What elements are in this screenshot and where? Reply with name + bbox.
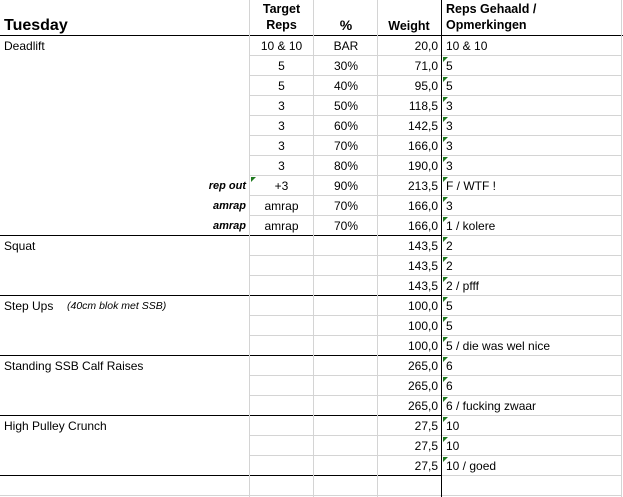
weight-cell[interactable]: 143,5 — [407, 279, 438, 293]
target-reps-cell[interactable] — [250, 296, 313, 316]
comment-cell[interactable]: F / WTF ! — [446, 179, 496, 193]
percent-cell[interactable]: 80% — [333, 159, 359, 173]
weight-cell[interactable]: 166,0 — [407, 219, 438, 233]
comment-indicator-icon — [443, 257, 448, 262]
comment-cell[interactable]: 2 — [446, 239, 453, 253]
comment-indicator-icon — [443, 417, 448, 422]
comments-header-line2: Opmerkingen — [446, 18, 527, 32]
target-reps-cell[interactable]: amrap — [264, 199, 299, 213]
percent-cell[interactable] — [314, 296, 378, 316]
comment-cell[interactable]: 10 — [446, 419, 460, 433]
percent-cell[interactable]: 40% — [333, 79, 359, 93]
weight-cell[interactable]: 265,0 — [407, 399, 438, 413]
target-reps-cell[interactable] — [250, 396, 313, 416]
comment-cell[interactable]: 3 — [446, 199, 453, 213]
target-reps-header-line2: Reps — [266, 18, 297, 32]
comment-cell[interactable]: 10 & 10 — [446, 39, 488, 53]
weight-cell[interactable]: 71,0 — [414, 59, 438, 73]
target-reps-cell[interactable] — [250, 236, 313, 256]
comment-indicator-icon — [443, 157, 448, 162]
weight-cell[interactable]: 20,0 — [414, 39, 438, 53]
percent-cell[interactable] — [314, 256, 378, 276]
comment-cell[interactable]: 2 — [446, 259, 453, 273]
comment-cell[interactable]: 3 — [446, 139, 453, 153]
target-reps-cell[interactable]: 5 — [278, 59, 285, 73]
comment-cell[interactable]: 6 / fucking zwaar — [446, 399, 537, 413]
weight-header: Weight — [388, 19, 430, 33]
comment-indicator-icon — [443, 217, 448, 222]
exercise-name[interactable]: Deadlift — [4, 39, 45, 53]
target-reps-cell[interactable] — [250, 316, 313, 336]
weight-cell[interactable]: 166,0 — [407, 139, 438, 153]
weight-cell[interactable]: 213,5 — [407, 179, 438, 193]
percent-cell[interactable] — [314, 336, 378, 356]
column-divider-comments — [441, 0, 442, 497]
target-reps-cell[interactable] — [250, 356, 313, 376]
comment-indicator-icon — [443, 57, 448, 62]
percent-cell[interactable]: 50% — [333, 99, 359, 113]
weight-cell[interactable]: 100,0 — [407, 299, 438, 313]
target-reps-cell[interactable] — [250, 376, 313, 396]
weight-cell[interactable]: 190,0 — [407, 159, 438, 173]
comment-indicator-icon — [443, 437, 448, 442]
day-title: Tuesday — [4, 17, 68, 34]
target-reps-cell[interactable]: amrap — [264, 219, 299, 233]
comment-indicator-icon — [443, 377, 448, 382]
percent-cell[interactable]: 70% — [333, 219, 359, 233]
weight-cell[interactable]: 27,5 — [414, 439, 438, 453]
percent-cell[interactable]: BAR — [333, 39, 359, 53]
comment-indicator-icon — [251, 177, 256, 182]
comment-indicator-icon — [443, 397, 448, 402]
exercise-name[interactable]: High Pulley Crunch — [4, 419, 107, 433]
weight-cell[interactable]: 95,0 — [414, 79, 438, 93]
comment-indicator-icon — [443, 277, 448, 282]
comment-indicator-icon — [443, 357, 448, 362]
target-reps-cell[interactable] — [250, 456, 313, 476]
target-reps-cell[interactable] — [250, 276, 313, 296]
percent-cell[interactable] — [314, 236, 378, 256]
weight-cell[interactable]: 265,0 — [407, 359, 438, 373]
comment-cell[interactable]: 5 — [446, 319, 453, 333]
target-reps-cell[interactable]: 3 — [278, 139, 285, 153]
exercise-note: (40cm blok met SSB) — [67, 300, 167, 312]
percent-cell[interactable] — [314, 416, 378, 436]
percent-cell[interactable]: 30% — [333, 59, 359, 73]
comment-cell[interactable]: 1 / kolere — [446, 219, 496, 233]
column-divider-pct — [313, 0, 314, 497]
target-reps-cell[interactable]: 10 & 10 — [260, 39, 303, 53]
exercise-name[interactable]: Step Ups — [4, 299, 54, 313]
weight-cell[interactable]: 100,0 — [407, 319, 438, 333]
set-label[interactable]: amrap — [212, 220, 246, 232]
comment-cell[interactable]: 3 — [446, 119, 453, 133]
target-reps-cell[interactable]: 5 — [278, 79, 285, 93]
weight-cell[interactable]: 118,5 — [408, 99, 438, 113]
comment-indicator-icon — [443, 297, 448, 302]
target-reps-header — [250, 1, 313, 33]
comment-indicator-icon — [443, 117, 448, 122]
comment-indicator-icon — [443, 77, 448, 82]
comment-indicator-icon — [443, 177, 448, 182]
weight-cell[interactable]: 265,0 — [407, 379, 438, 393]
comments-header-line1: Reps Gehaald / — [446, 2, 537, 16]
target-reps-cell[interactable] — [250, 416, 313, 436]
comment-cell[interactable]: 5 — [446, 59, 453, 73]
column-divider-right — [621, 0, 622, 497]
exercise-separator — [0, 475, 442, 476]
target-reps-cell[interactable]: +3 — [274, 179, 289, 193]
percent-cell[interactable] — [314, 396, 378, 416]
comment-indicator-icon — [443, 197, 448, 202]
comment-cell[interactable]: 10 — [446, 439, 460, 453]
bottom-rule — [0, 495, 622, 496]
comment-indicator-icon — [443, 317, 448, 322]
target-reps-cell[interactable] — [250, 436, 313, 456]
comment-indicator-icon — [443, 137, 448, 142]
weight-cell[interactable]: 166,0 — [407, 199, 438, 213]
comment-cell[interactable]: 5 / die was wel nice — [446, 339, 551, 353]
comment-cell[interactable]: 3 — [446, 99, 453, 113]
percent-cell[interactable] — [314, 436, 378, 456]
percent-cell[interactable]: 90% — [333, 179, 359, 193]
target-reps-cell[interactable]: 3 — [278, 159, 285, 173]
comment-indicator-icon — [443, 457, 448, 462]
percent-cell[interactable] — [314, 456, 378, 476]
percent-cell[interactable] — [314, 376, 378, 396]
weight-cell[interactable]: 27,5 — [414, 419, 438, 433]
exercise-name[interactable]: Standing SSB Calf Raises — [4, 359, 144, 373]
weight-cell[interactable]: 143,5 — [407, 259, 438, 273]
percent-cell[interactable]: 70% — [333, 139, 359, 153]
weight-cell[interactable]: 100,0 — [407, 339, 438, 353]
comment-cell[interactable]: 6 — [446, 359, 453, 373]
percent-header: % — [339, 17, 353, 33]
column-divider-reps — [249, 0, 250, 497]
weight-cell[interactable]: 143,5 — [407, 239, 438, 253]
percent-cell[interactable]: 60% — [333, 119, 359, 133]
weight-cell[interactable]: 27,5 — [414, 459, 438, 473]
comment-indicator-icon — [443, 237, 448, 242]
exercise-name[interactable]: Squat — [4, 239, 36, 253]
comment-cell[interactable]: 5 — [446, 299, 453, 313]
comment-cell[interactable]: 10 / goed — [446, 459, 497, 473]
column-divider-weight — [377, 0, 378, 497]
target-reps-cell[interactable] — [250, 336, 313, 356]
target-reps-header-line1: Target — [262, 2, 301, 16]
percent-cell[interactable]: 70% — [333, 199, 359, 213]
set-label[interactable]: amrap — [212, 200, 246, 212]
comment-cell[interactable]: 2 / pfff — [446, 279, 479, 293]
percent-cell[interactable] — [314, 316, 378, 336]
target-reps-cell[interactable]: 3 — [278, 99, 285, 113]
percent-cell[interactable] — [314, 276, 378, 296]
set-label[interactable]: rep out — [208, 180, 246, 192]
comment-cell[interactable]: 6 — [446, 379, 453, 393]
comments-header — [446, 1, 536, 33]
weight-cell[interactable]: 142,5 — [407, 119, 438, 133]
comment-indicator-icon — [443, 97, 448, 102]
percent-cell[interactable] — [314, 356, 378, 376]
comment-indicator-icon — [443, 337, 448, 342]
comment-cell[interactable]: 3 — [446, 159, 453, 173]
comment-cell[interactable]: 5 — [446, 79, 453, 93]
target-reps-cell[interactable] — [250, 256, 313, 276]
target-reps-cell[interactable]: 3 — [278, 119, 285, 133]
